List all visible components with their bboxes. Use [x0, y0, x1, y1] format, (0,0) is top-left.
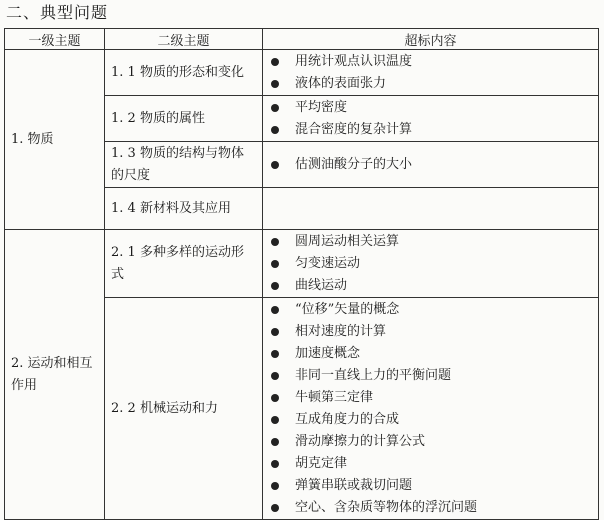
topic-table	[4, 28, 599, 520]
list-item: 混合密度的复杂计算	[269, 119, 592, 141]
content-cell	[263, 298, 599, 520]
content-cell	[263, 50, 599, 96]
list-item: 非同一直线上力的平衡问题	[269, 365, 592, 387]
content-cell	[263, 230, 599, 298]
list-item: 胡克定律	[269, 453, 592, 475]
table-row	[5, 50, 599, 96]
header-level1: 一级主题	[5, 29, 105, 50]
list-item: 匀变速运动	[269, 253, 592, 275]
level2-topic: 2. 2 机械运动和力	[105, 298, 263, 520]
list-item: 液体的表面张力	[269, 73, 592, 95]
header-exceeding-content: 超标内容	[263, 29, 599, 50]
list-item: 牛顿第三定律	[269, 387, 592, 409]
list-item: 估测油酸分子的大小	[269, 154, 592, 176]
list-item: 圆周运动相关运算	[269, 231, 592, 253]
list-item: “位移”矢量的概念	[269, 299, 592, 321]
level1-topic-motion: 2. 运动和相互作用	[5, 230, 105, 520]
list-item: 加速度概念	[269, 343, 592, 365]
level2-topic: 2. 1 多种多样的运动形式	[105, 230, 263, 298]
content-cell-empty	[263, 188, 599, 230]
list-item: 滑动摩擦力的计算公式	[269, 431, 592, 453]
content-cell	[263, 96, 599, 142]
list-item: 空心、含杂质等物体的浮沉问题	[269, 497, 592, 519]
list-item: 相对速度的计算	[269, 321, 592, 343]
list-item: 平均密度	[269, 97, 592, 119]
list-item: 互成角度力的合成	[269, 409, 592, 431]
list-item: 曲线运动	[269, 275, 592, 297]
level2-topic: 1. 2 物质的属性	[105, 96, 263, 142]
list-item: 弹簧串联或裁切问题	[269, 475, 592, 497]
list-item: 用统计观点认识温度	[269, 51, 592, 73]
level2-topic: 1. 3 物质的结构与物体的尺度	[105, 142, 263, 188]
content-cell	[263, 142, 599, 188]
header-row	[5, 29, 599, 50]
level2-topic: 1. 4 新材料及其应用	[105, 188, 263, 230]
level2-topic: 1. 1 物质的形态和变化	[105, 50, 263, 96]
table-row	[5, 230, 599, 298]
level1-topic-matter: 1. 物质	[5, 50, 105, 230]
section-heading: 二、典型问题	[6, 3, 109, 22]
header-level2: 二级主题	[105, 29, 263, 50]
